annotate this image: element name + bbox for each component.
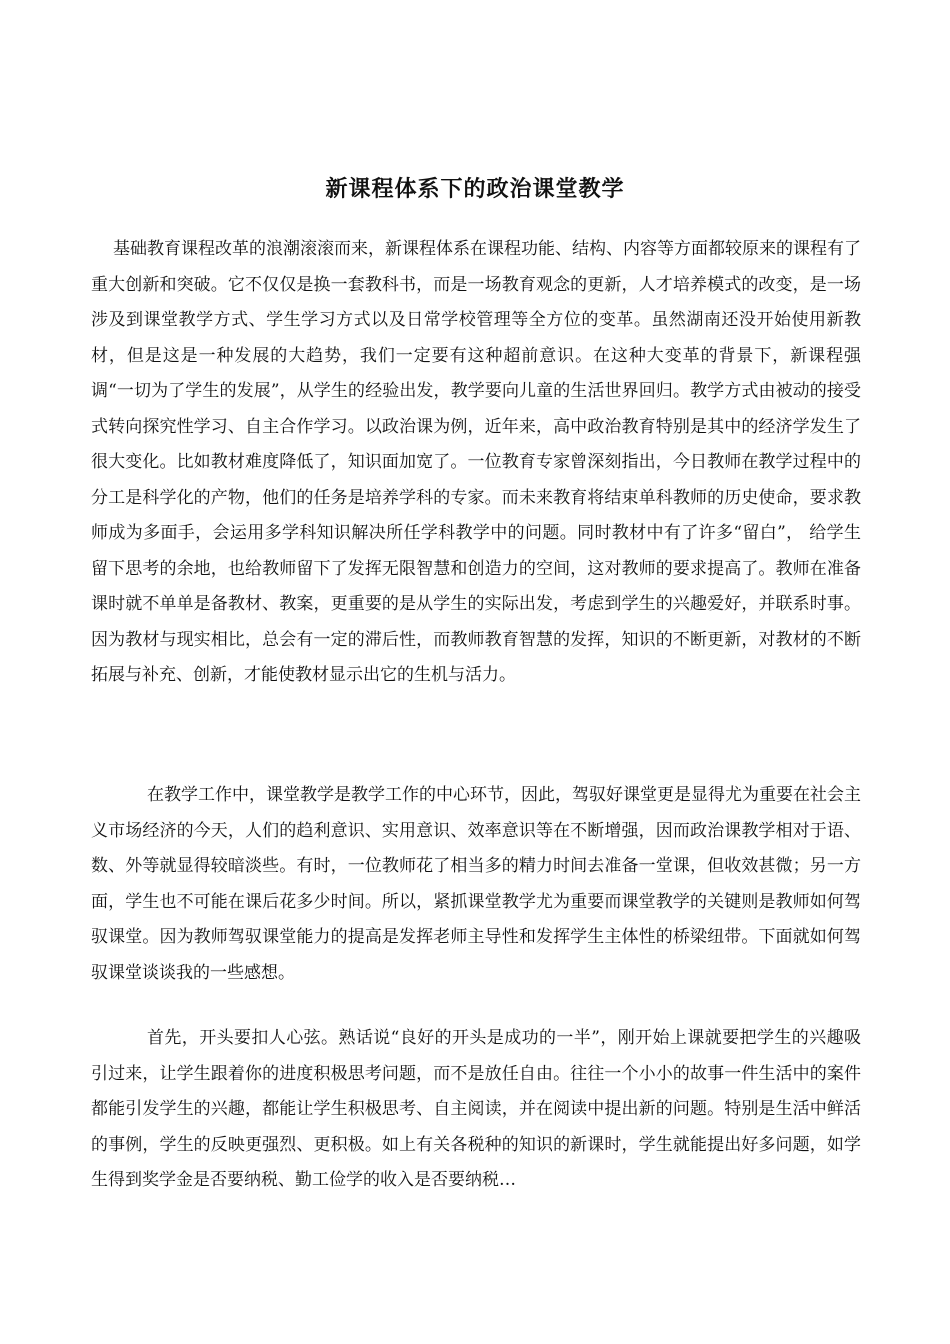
document-title: 新课程体系下的政治课堂教学: [325, 175, 625, 202]
paragraph-1: 基础教育课程改革的浪潮滚滚而来，新课程体系在课程功能、结构、内容等方面都较原来的课程有了重大创新和突破。它不仅仅是换一套教科书，而是一场教育观念的更新，人才培养模式的改变，是一场涉及到课堂教学方式、学生学习方式以及日常学校管理等全方位的变革。虽然湖南还没开始使用新教材，但是这是一种发展的大趋势，我们一定要有这种超前意识。在这种大变革的背景下，新课程强调“一切为了学生的发展”，从学生的经验出发，教学要向儿童的生活世界回归。教学方式由被动的接受式转向探究性学习、自主合作学习。以政治课为例，近年来，高中政治教育特别是其中的经济学发生了很大变化。比如教材难度降低了，知识面加宽了。一位教育专家曾深刻指出，今日教师在教学过程中的分工是科学化的产物，他们的任务是培养学科的专家。而未来教育将结束单科教师的历史使命，要求教师成为多面手，会运用多学科知识解决所任学科教学中的问题。同时教材中有了许多“留白”， 给学生留下思考的余地，也给教师留下了发挥无限智慧和创造力的空间，这对教师的要求提高了。教师在准备课时就不单单是备教材、教案，更重要的是从学生的实际出发，考虑到学生的兴趣爱好，并联系时事。因为教材与现实相比，总会有一定的滞后性，而教师教育智慧的发挥，知识的不断更新，对教材的不断拓展与补充、创新，才能使教材显示出它的生机与活力。: [91, 239, 861, 685]
paragraph-2: 在教学工作中，课堂教学是教学工作的中心环节，因此，驾驭好课堂更是显得尤为重要在社会主义市场经济的今天，人们的趋利意识、实用意识、效率意识等在不断增强，因而政治课教学相对于语、数、外等就显得较暗淡些。有时，一位教师花了相当多的精力时间去准备一堂课，但收效甚微；另一方面，学生也不可能在课后花多少时间。所以，紧抓课堂教学尤为重要而课堂教学的关键则是教师如何驾驭课堂。因为教师驾驭课堂能力的提高是发挥老师主导性和发挥学生主体性的桥梁纽带。下面就如何驾驭课堂谈谈我的一些感想。: [91, 785, 861, 983]
paragraph-3: 首先，开头要扣人心弦。熟话说“良好的开头是成功的一半”，刚开始上课就要把学生的兴趣吸引过来，让学生跟着你的进度积极思考问题，而不是放任自由。往往一个小小的故事一件生活中的案件都能引发学生的兴趣，都能让学生积极思考、自主阅读，并在阅读中提出新的问题。特别是生活中鲜活的事例，学生的反映更强烈、更积极。如上有关各税种的知识的新课时，学生就能提出好多问题，如学生得到奖学金是否要纳税、勤工俭学的收入是否要纳税…: [91, 1028, 861, 1190]
